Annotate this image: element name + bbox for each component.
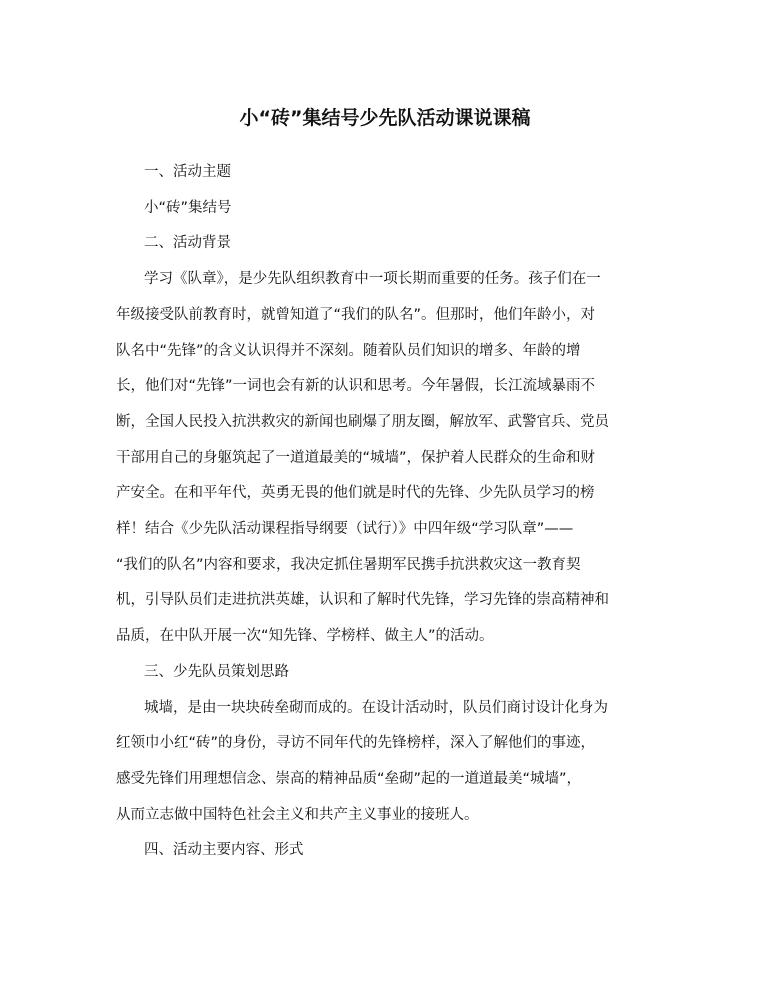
- paragraph-line: 样！结合《少先队活动课程指导纲要（试行）》中四年级“学习队章”——: [116, 521, 574, 538]
- document-title: 小“砖”集结号少先队活动课说课稿: [239, 107, 531, 129]
- paragraph-line: 学习《队章》，是少先队组织教育中一项长期而重要的任务。孩子们在一: [144, 271, 601, 288]
- paragraph-line: 产安全。在和平年代，英勇无畏的他们就是时代的先锋、少先队员学习的榜: [116, 485, 595, 502]
- section-heading-theme: 一、活动主题: [144, 164, 231, 180]
- section-heading-planning: 三、少先队员策划思路: [144, 663, 289, 680]
- paragraph-line: 干部用自己的身躯筑起了一道道最美的“城墙”，保护着人民群众的生命和财: [116, 449, 596, 466]
- paragraph-line: 品质，在中队开展一次“知先锋、学榜样、做主人”的活动。: [116, 628, 494, 645]
- paragraph-line: 队名中“先锋”的含义认识得并不深刻。随着队员们知识的增多、年龄的增: [116, 342, 581, 359]
- document-body: [116, 155, 654, 869]
- paragraph-line: 机，引导队员们走进抗洪英雄，认识和了解时代先锋，学习先锋的崇高精神和: [116, 592, 609, 609]
- paragraph-line: 城墙，是由一块块砖垒砌而成的。在设计活动时，队员们商讨设计化身为: [144, 699, 608, 716]
- paragraph-line: 长，他们对“先锋”一词也会有新的认识和思考。今年暑假，长江流域暴雨不: [116, 378, 596, 395]
- paragraph-line: “我们的队名”内容和要求，我决定抓住暑期军民携手抗洪救灾这一教育契: [116, 556, 581, 573]
- section-heading-background: 二、活动背景: [144, 235, 231, 252]
- paragraph-line: 断，全国人民投入抗洪救灾的新闻也刷爆了朋友圈，解放军、武警官兵、党员: [116, 413, 609, 430]
- paragraph-line: 年级接受队前教育时，就曾知道了“我们的队名”。但那时，他们年龄小，对: [116, 306, 596, 323]
- section-heading-content: 四、活动主要内容、形式: [144, 842, 304, 859]
- theme-text: 小“砖”集结号: [144, 199, 232, 216]
- paragraph-line: 从而立志做中国特色社会主义和共产主义事业的接班人。: [116, 806, 479, 823]
- paragraph-line: 感受先锋们用理想信念、崇高的精神品质“垒砌”起的一道道最美“城墙”，: [116, 770, 582, 787]
- paragraph-line: 红领巾小红“砖”的身份，寻访不同年代的先锋榜样，深入了解他们的事迹，: [116, 735, 596, 752]
